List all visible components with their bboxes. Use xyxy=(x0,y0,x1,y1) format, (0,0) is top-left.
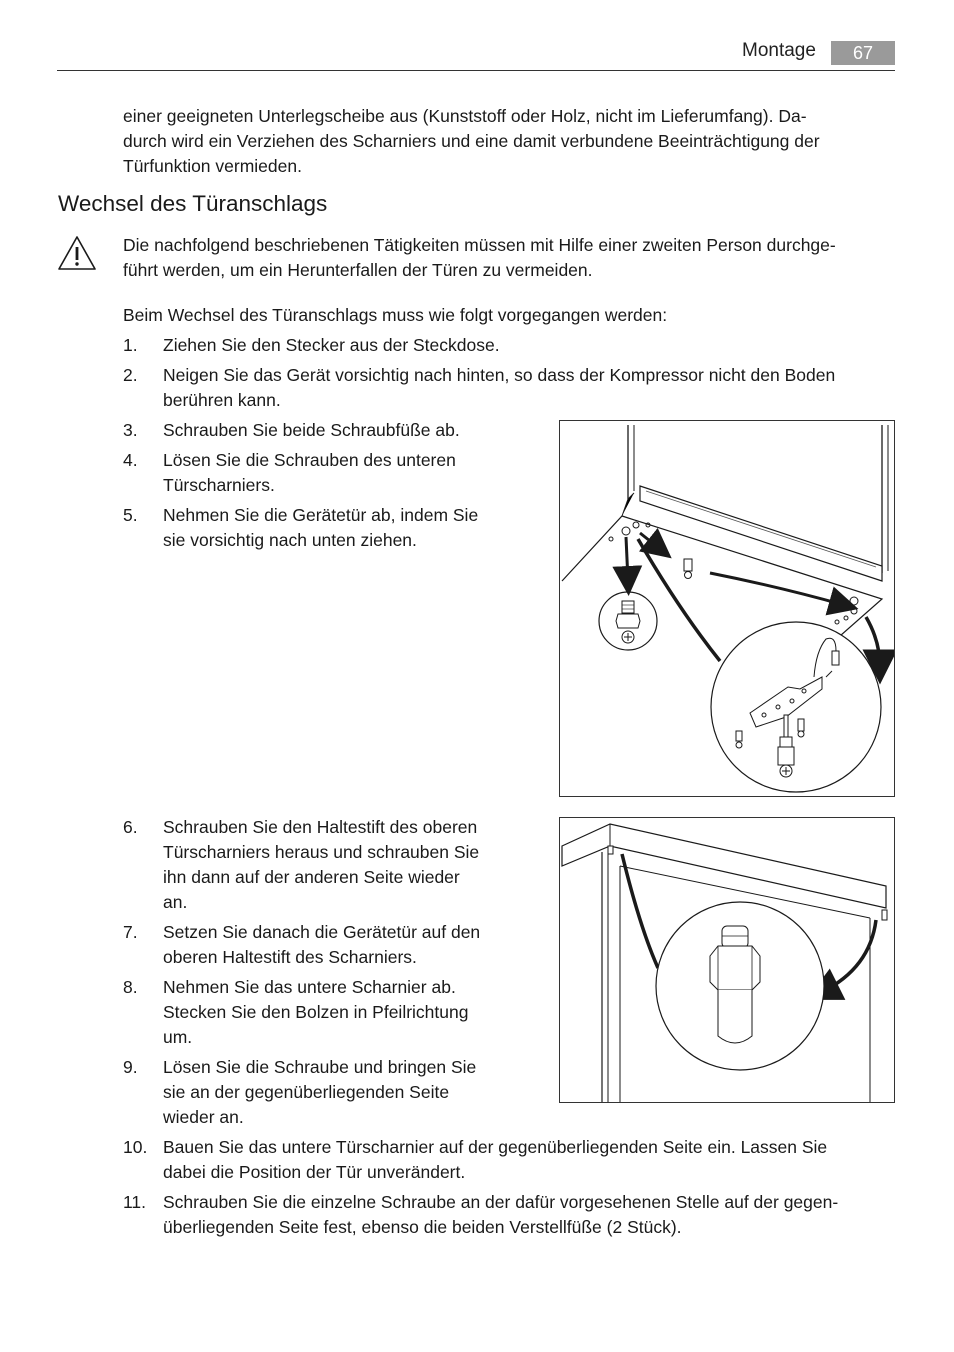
step-line: überliegenden Seite fest, ebenso die beiden Verstellfüße (2 Stück). xyxy=(163,1217,682,1237)
page-header xyxy=(0,0,954,80)
step-text xyxy=(163,1190,838,1240)
lower-hinge-illustration xyxy=(560,421,894,796)
warning-line: führt werden, um ein Herunterfallen der Türen zu vermeiden. xyxy=(123,260,593,280)
step-text xyxy=(163,815,479,915)
step-line: ihn dann auf der anderen Seite wieder xyxy=(163,867,460,887)
section-label: Montage xyxy=(742,40,816,61)
step-text xyxy=(163,363,835,413)
step-line: Schrauben Sie beide Schraubfüße ab. xyxy=(163,420,460,440)
warning-text xyxy=(123,233,836,283)
step-text xyxy=(163,920,480,970)
step-number: 7. xyxy=(123,922,138,942)
step-number: 3. xyxy=(123,420,138,440)
step-text xyxy=(163,1055,476,1130)
step-line: sie an der gegenüberliegenden Seite xyxy=(163,1082,450,1102)
warning-line: Die nachfolgend beschriebenen Tätigkeiten müssen mit Hilfe einer zweiten Person durchge- xyxy=(123,235,836,255)
step-line: Nehmen Sie die Gerätetür ab, indem Sie xyxy=(163,505,479,525)
step-line: wieder an. xyxy=(163,1107,244,1127)
step-text xyxy=(163,333,500,358)
upper-hinge-illustration xyxy=(560,818,894,1102)
step-line: oberen Haltestift des Scharniers. xyxy=(163,947,417,967)
step-number: 10. xyxy=(123,1137,148,1157)
step-line: Setzen Sie danach die Gerätetür auf den xyxy=(163,922,481,942)
procedure-intro-line: Beim Wechsel des Türanschlags muss wie folgt vorgegangen werden: xyxy=(123,305,668,325)
step-number: 11. xyxy=(123,1192,147,1212)
step-number: 1. xyxy=(123,335,138,355)
step-number: 9. xyxy=(123,1057,138,1077)
step-line: Schrauben Sie den Haltestift des oberen xyxy=(163,817,478,837)
step-number: 6. xyxy=(123,817,138,837)
step-number: 8. xyxy=(123,977,138,997)
step-line: sie vorsichtig nach unten ziehen. xyxy=(163,530,417,550)
step-line: Lösen Sie die Schrauben des unteren xyxy=(163,450,456,470)
step-number: 2. xyxy=(123,365,138,385)
step-line: Schrauben Sie die einzelne Schraube an der dafür vorgesehenen Stelle auf der gegen- xyxy=(163,1192,839,1212)
procedure-intro xyxy=(123,303,667,328)
step-line: um. xyxy=(163,1027,193,1047)
step-line: dabei die Position der Tür unverändert. xyxy=(163,1162,466,1182)
page-number: 67 xyxy=(831,41,895,65)
intro-paragraph xyxy=(123,104,820,179)
intro-line: einer geeigneten Unterlegscheibe aus (Kunststoff oder Holz, nicht im Lieferumfang). Da- xyxy=(123,106,807,126)
step-line: Nehmen Sie das untere Scharnier ab. xyxy=(163,977,456,997)
upper-hinge-figure xyxy=(559,817,895,1103)
step-line: Lösen Sie die Schraube und bringen Sie xyxy=(163,1057,477,1077)
step-text xyxy=(163,503,478,553)
step-line: Ziehen Sie den Stecker aus der Steckdose. xyxy=(163,335,500,355)
step-text xyxy=(163,975,468,1050)
step-line: Türscharniers heraus und schrauben Sie xyxy=(163,842,480,862)
step-line: Bauen Sie das untere Türscharnier auf der gegenüberliegenden Seite ein. Lassen Sie xyxy=(163,1137,828,1157)
step-line: berühren kann. xyxy=(163,390,281,410)
intro-line: durch wird ein Verziehen des Scharniers und eine damit verbundene Beeinträchtigung der xyxy=(123,131,820,151)
step-line: an. xyxy=(163,892,188,912)
warning-triangle-icon xyxy=(57,235,97,271)
section-heading: Wechsel des Türanschlags xyxy=(58,191,328,216)
step-text xyxy=(163,448,456,498)
step-line: Stecken Sie den Bolzen in Pfeilrichtung xyxy=(163,1002,469,1022)
step-text xyxy=(163,1135,827,1185)
lower-hinge-figure xyxy=(559,420,895,797)
step-number: 5. xyxy=(123,505,138,525)
step-line: Neigen Sie das Gerät vorsichtig nach hinten, so dass der Kompressor nicht den Boden xyxy=(163,365,836,385)
step-number: 4. xyxy=(123,450,138,470)
step-line: Türscharniers. xyxy=(163,475,275,495)
step-text xyxy=(163,418,460,443)
intro-line: Türfunktion vermieden. xyxy=(123,156,302,176)
header-divider xyxy=(57,70,895,71)
